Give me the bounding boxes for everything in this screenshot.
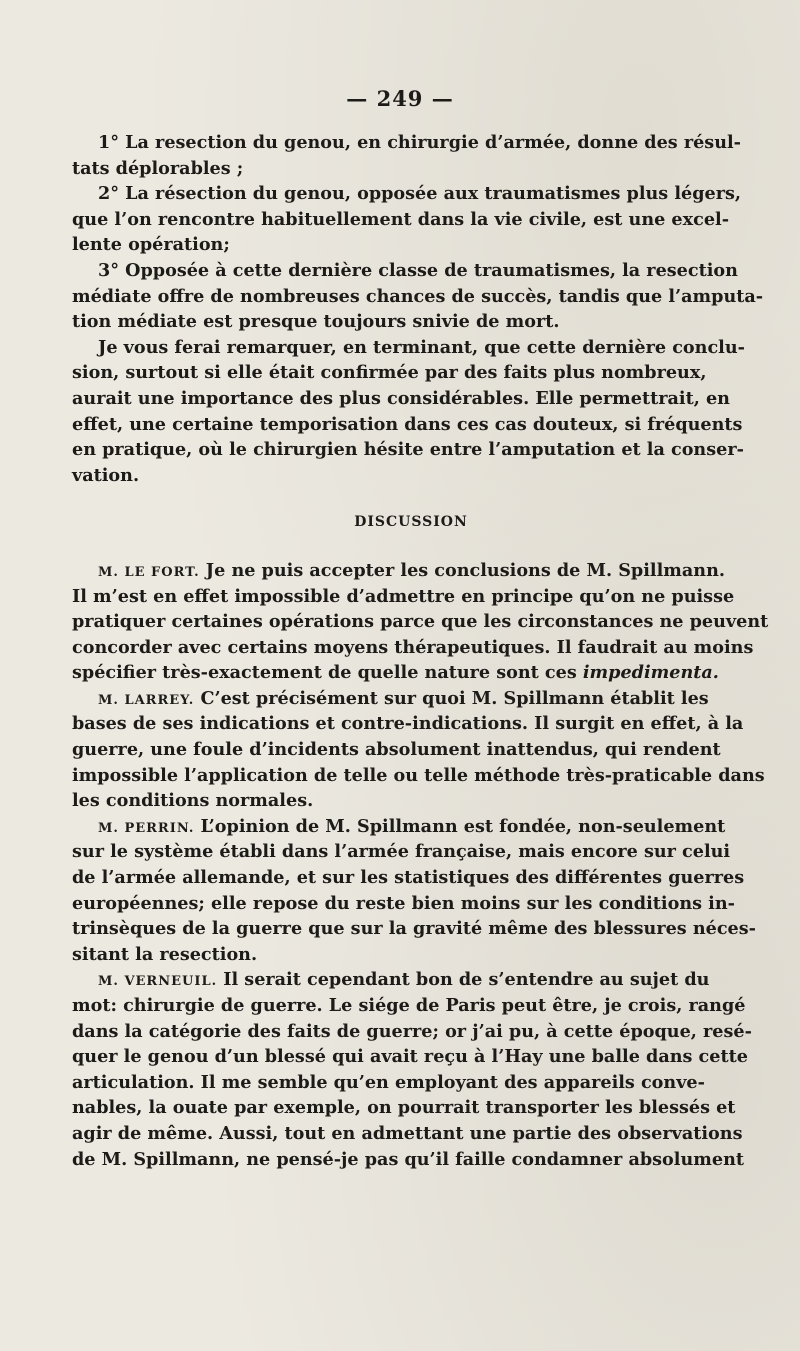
- speech-line: [72, 660, 719, 686]
- speech-line: [72, 1147, 744, 1173]
- speech-line: [72, 967, 710, 993]
- speech-line: [72, 942, 700, 968]
- line-text: bases de ses indications et contre-indications. Il surgit en effet, à la: [72, 713, 744, 735]
- speaker-name: M. LE FORT.: [98, 564, 200, 580]
- body-text: [72, 130, 769, 1172]
- paragraph-line: [72, 284, 764, 310]
- line-text: 1° La resection du genou, en chirurgie d’armée, donne des résul-: [98, 132, 741, 153]
- line-text: vation.: [72, 464, 140, 486]
- line-text: en pratique, où le chirurgien hésite entre l’amputation et la conser-: [72, 439, 744, 461]
- line-text: lente opération;: [72, 234, 230, 256]
- line-text: effet, une certaine temporisation dans ces cas douteux, si fréquents: [72, 413, 743, 435]
- speech-line: [72, 711, 744, 737]
- line-text: Il serait cependant bon de s’entendre au sujet du: [217, 969, 710, 991]
- speaker-name: M. VERNEUIL.: [98, 974, 218, 990]
- line-text: agir de même. Aussi, tout en admettant une partie des observations: [72, 1122, 743, 1144]
- paragraph-line: [72, 360, 707, 386]
- speech-line: [72, 891, 735, 917]
- line-text: médiate offre de nombreuses chances de succès, tandis que l’amputa-: [72, 285, 764, 307]
- speaker-name: M. LARREY.: [98, 692, 195, 708]
- page-number: — 249 —: [346, 86, 454, 111]
- speech-line: [72, 814, 726, 840]
- paragraph-line: [72, 309, 700, 335]
- speech-line: [72, 1070, 705, 1096]
- line-text: sion, surtout si elle était confirmée par des faits plus nombreux,: [72, 362, 707, 384]
- speech-line: [72, 737, 721, 763]
- line-text: les conditions normales.: [72, 790, 314, 812]
- paragraph-line: [72, 232, 700, 258]
- speaker-name: M. PERRIN.: [98, 820, 195, 836]
- paragraph-line: [72, 335, 745, 361]
- speech-line: [72, 1044, 748, 1070]
- line-text: Il m’est en effet impossible d’admettre en principe qu’on ne puisse: [72, 585, 735, 607]
- speech-line: [72, 1121, 743, 1147]
- line-text: spécifier très-exactement de quelle nature sont ces: [72, 662, 583, 684]
- speech-line: [72, 1019, 752, 1045]
- paragraph-line: [72, 130, 741, 156]
- speech-line: [72, 635, 754, 661]
- section-heading: DISCUSSION: [354, 514, 468, 531]
- speech-line: [72, 788, 700, 814]
- line-text: quer le genou d’un blessé qui avait reçu à l’Hay une balle dans cette: [72, 1046, 748, 1068]
- line-text: guerre, une foule d’incidents absolument inattendus, qui rendent: [72, 739, 721, 761]
- line-text: C’est précisément sur quoi M. Spillmann établit les: [194, 687, 709, 709]
- line-text: nables, la ouate par exemple, on pourrait transporter les blessés et: [72, 1097, 736, 1119]
- line-text: de l’armée allemande, et sur les statistiques des différentes guerres: [72, 867, 745, 889]
- line-text: tion médiate est presque toujours snivie de mort.: [72, 311, 560, 333]
- speech-line: [72, 916, 756, 942]
- speech-line: [72, 558, 726, 584]
- line-text: Je ne puis accepter les conclusions de M. Spillmann.: [199, 559, 726, 581]
- line-text: mot: chirurgie de guerre. Le siége de Paris peut être, je crois, rangé: [72, 995, 746, 1016]
- paragraph-line: [72, 156, 700, 182]
- speech-line: [72, 763, 765, 789]
- line-text: que l’on rencontre habituellement dans la vie civile, est une excel-: [72, 208, 729, 230]
- line-text: sur le système établi dans l’armée française, mais encore sur celui: [72, 841, 731, 863]
- line-text: pratiquer certaines opérations parce que les circonstances ne peuvent: [72, 611, 769, 633]
- line-text: concorder avec certains moyens thérapeutiques. Il faudrait au moins: [72, 636, 754, 658]
- line-text: trinsèques de la guerre que sur la gravité même des blessures néces-: [72, 918, 756, 940]
- line-text: européennes; elle repose du reste bien moins sur les conditions in-: [72, 892, 735, 914]
- line-text: sitant la resection.: [72, 943, 258, 965]
- paragraph-line: [72, 258, 738, 284]
- italic-term: impedimenta.: [582, 662, 719, 684]
- speech-line: [72, 839, 731, 865]
- paragraph-line: [72, 207, 729, 233]
- line-text: aurait une importance des plus considérables. Elle permettrait, en: [72, 387, 730, 409]
- speech-line: [72, 609, 769, 635]
- line-text: articulation. Il me semble qu’en employant des appareils conve-: [72, 1071, 705, 1093]
- speech-line: [72, 1095, 736, 1121]
- line-text: dans la catégorie des faits de guerre; or j’ai pu, à cette époque, resé-: [72, 1020, 752, 1042]
- line-text: de M. Spillmann, ne pensé-je pas qu’il faille condamner absolument: [72, 1148, 744, 1170]
- line-text: impossible l’application de telle ou telle méthode très-praticable dans: [72, 764, 765, 786]
- line-text: Je vous ferai remarquer, en terminant, que cette dernière conclu-: [98, 336, 745, 358]
- paragraph-line: [72, 412, 743, 438]
- speech-line: [72, 584, 735, 610]
- line-text: tats déplorables ;: [72, 157, 244, 179]
- paragraph-line: [72, 463, 700, 489]
- line-text: 3° Opposée à cette dernière classe de traumatismes, la resection: [98, 259, 738, 281]
- line-text: L’opinion de M. Spillmann est fondée, non-seulement: [194, 815, 726, 837]
- speech-line: [72, 865, 745, 891]
- paragraph-line: [72, 386, 730, 412]
- paragraph-line: [72, 181, 742, 207]
- speech-line: [72, 686, 709, 712]
- paragraph-line: [72, 437, 744, 463]
- line-text: 2° La résection du genou, opposée aux traumatismes plus légers,: [98, 183, 742, 205]
- speech-line: [72, 993, 746, 1019]
